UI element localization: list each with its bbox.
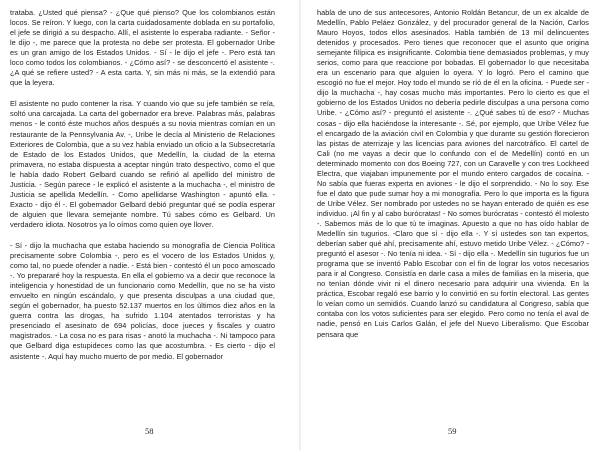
right-page-number: 59 <box>448 426 457 436</box>
left-page <box>10 8 275 367</box>
left-paragraph-1: trataba. ¿Usted qué piensa? - ¿Que qué pienso? Que los colombianos están locos. Se reíron. Y luego, con la carta cuidadosamente doblada en su portafolio, el jefe se dirigió a su despacho. Allí, el asistente lo esperaba radiante. - Señor - le dijo -, me parece que la protesta no debe ser protesta. El gobernador Uribe es un gran amigo de los Estados Unidos. - Sí - le dijo el jefe -. Pero está tan loco como todos los colombianos. - ¿Cómo así? - se desconcertó el asistente -. ¿A qué se refiere usted? - A esta carta. Y, sin más ni más, se la extendió para que la leyera. <box>10 8 275 88</box>
left-page-number: 58 <box>145 426 154 436</box>
left-paragraph-3: - Sí - dijo la muchacha que estaba haciendo su monografía de Ciencia Política precisamente sobre Colombia -, pero es el vocero de los Estados Unidos y, como tal, no puede ofender a nadie. - Está bien - contestó él un poco amoscado -. Yo prepararé hoy la respuesta. En ella el gobierno va a decir que reconoce la inteligencia y honestidad de un funcionario como Medellín, que no se ha visto envuelto en ningún escándalo, y que presenta disculpas a una ciudad que, según el gobernador, ha puesto 52.137 muertos en los últimos diez años en la guerra contra las drogas, ha sufrido 1.104 atentados terroristas y ha presenciado el asesinato de 694 policías, doce jueces y fiscales y cuatro magistrados. - La cosa no es para risas - anotó la muchacha -. Ni tampoco para que Gelbard diga estupideces como las que acostumbra. - Es cierto - dijo el asistente -. Aquí hay mucho muerto de por medio. El gobernador <box>10 240 275 361</box>
book-gutter <box>299 0 301 450</box>
right-page <box>317 8 589 345</box>
right-paragraph-1: habla de uno de sus antecesores, Antonio Roldán Betancur, de un ex alcalde de Medellín, Pablo Peláez González, y del procurador general de la Nación, Carlos Mauro Hoyos, todos ellos asesinados. Habla también de 13 mil delincuentes detenidos y procesados. Pero tienes que reconocer que el asunto que origina semejante filípica es insignificante. Colombia tiene demasiados problemas, y muy serios, como para que reaccione por bobadas. El gobernador lo que necesitaba era un escenario para que alguien lo oyera. Y lo logró. Pero el camino que escogió no fue el mejor. Hoy todo el mundo se ríó de él en la oficina. - Puede ser - dijo la muchacha -, hay cosas mucho más importantes. Pero lo cierto es que el gobierno de los Estados Unidos no debería pedirle disculpas a una persona como Uribe. - ¿Cómo así? - preguntó el asistente -. ¿Qué sabes tú de eso? - Muchas cosas - dijo ella haciéndose la interesante -. Sé, por ejemplo, que Uribe Vélez fue el encargado de la aviación civil en Colombia y que durante su gestión florecieron las pistas de aterrizaje y las licencias para aviones del narcotráfico. El cartel de Cali (no me vayas a decir que lo confundo con el de Medellín) contó en un determinado momento con dos Boeing 727, con un Caravelle y con tres Lockheed Electra, que viajaban impunemente por el mundo entero cargados de cocaína. - No sabía que fueras experta en aviones - le dijo el sorprendido. - No lo soy. Ese fue el dato que pude sumar hoy a mi monografía. Pero lo que importa es la figura de Uribe Vélez. Ser nombrado por ustedes no se hayan enterado de quién es ese individuo. ¡Al fin y al cabo burócratas! - No somos burócratas - contestó él molesto -. Sabemos más de lo que tú te imaginas. Apuesto a que no has oído hablar de Medellín sin tugurios. -Claro que sí - dijo ella -. Y sí ustedes son tan expertos, deberían saber qué ahí, precisamente ahí, estuvo metido Uribe Vélez. - ¿Cómo? - preguntó el asesor -. No tenía ni idea. - Sí - dijo ella -. Medellín sin tugurios fue un programa que se inventó Pablo Escobar con el fin de lograr los votos necesarios para ir al Congreso. Consistía en darle casa a miles de familias en la miseria, que no tenían dónde vivir ni el dinero necesario para adquirir una vivienda. En la práctica, Escobar regaló ese barrio y lo convirtió en su fortín electoral. Las gentes lo veían como un semidiós. Cuando lanzó su candidatura al Congreso, sabía que contaba con los votos suficientes para ser elegido. Pero como no tenía el aval de nadie, pensó en Luis Carlos Galán, el jefe del Nuevo Liberalismo. Que Escobar pensara que <box>317 8 589 339</box>
left-paragraph-2: El asistente no pudo contener la risa. Y cuando vio que su jefe también se reía, soltó una carcajada. La carta del gobernador era breve. Palabras más, palabras menos - le contó éste muchos años después a su novia mientras comían en un restaurante de la Pennsylvania Av. -, Uribe le decía al Ministerio de Relaciones Exteriores de Colombia, que a su vez había enviado un oficio a la Subsecretaría de Estado de los Estados Unidos, que Medellín, la ciudad de la eterna primavera, no estaba dispuesta a aceptar ningún trato despectivo, como el que le había dado Robert Gelbard cuando se refirió al apellido del ministro de Justicia. - Según parece - le explicó el asistente a la muchacha -, el ministro de Justicia se apellida Medellín. - Como apellidarse Washington - apuntó ella. - Exacto - dijo él -. El gobernador Gelbard debió preguntar qué se podía esperar de alguien que llevara semejante nombre. Tú sabes cómo es Gelbard. Un verdadero idiota. Nosotros ya lo oímos como quien oye llover. <box>10 99 275 229</box>
